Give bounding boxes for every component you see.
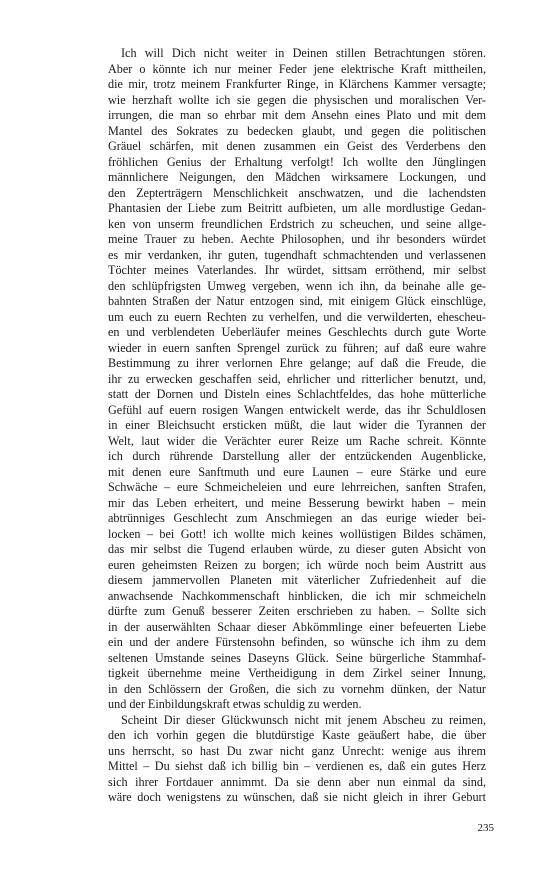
- text-line: mir das Leben erheitert, und meine Besserung bewirkt haben – mein: [108, 495, 486, 510]
- text-line: wie herzhaft wollte ich sie gegen die physischen und moralischen Ver-: [108, 92, 486, 107]
- text-line: en und verblendeten Ueberläufer meines Geschlechts durch gute Worte: [108, 325, 486, 339]
- text-line: euren geheimsten Reizen zu borgen; ich würde noch beim Austritt aus: [108, 557, 486, 572]
- text-line: um euch zu euern Rechten zu verhelfen, und die verwilderten, ehescheu-: [108, 309, 486, 324]
- text-line: in der auserwählten Schaar dieser Abkömmlinge einer befeuerten Liebe: [108, 619, 486, 634]
- text-line: Scheint Dir dieser Glückwunsch nicht mit jenem Abscheu zu reimen,: [121, 712, 486, 727]
- text-line: locken – bei Gott! ich wollte mich keines wollüstigen Bildes schämen,: [108, 526, 486, 541]
- text-line: tigkeit übernehme meine Vertheidigung in dem Zirkel seiner Innung,: [108, 666, 486, 680]
- text-line: wieder in euern sanften Sprengel zurück zu führen; auf daß eure wahre: [108, 340, 486, 355]
- text-line: das mir selbst die Tugend erlauben würde, zu dieser guten Absicht von: [108, 542, 486, 556]
- text-line: ich durch rührende Darstellung aller der entzückenden Augenblicke,: [108, 449, 486, 463]
- page-number: 235: [477, 822, 494, 834]
- text-line: bahnten Straßen der Natur entzogen sind, mit einigem Glück einschlüge,: [108, 294, 486, 308]
- text-line: ken von unserm freundlichen Erdstrich zu scheuchen, und seine allge-: [108, 216, 486, 231]
- text-line: Töchter meines Vaterlandes. Ihr würdet, sittsam erröthend, mir selbst: [108, 263, 486, 277]
- page-body: [108, 46, 486, 806]
- text-line: irrungen, die man so ehrbar mit dem Ansehn eines Plato und mit dem: [108, 108, 486, 122]
- text-line: Ich will Dich nicht weiter in Deinen stillen Betrachtungen stören.: [121, 46, 486, 60]
- text-line: Bestimmung zu ihrer verlornen Ehre gelange; auf daß die Freude, die: [108, 356, 486, 370]
- text-line: statt der Dornen und Disteln eines Schlachtfeldes, das hohe mütterliche: [108, 387, 486, 401]
- text-line: in den Schlössern der Großen, die sich zu vornehm dünken, der Natur: [108, 681, 486, 696]
- text-line: ein und der andere Fürstensohn befinden, so wünsche ich ihm zu dem: [108, 635, 486, 649]
- text-line: dürfte zum Genuß besserer Zeiten erschrieben zu haben. – Sollte sich: [108, 604, 486, 618]
- body-text: [108, 46, 486, 806]
- text-line: sich ihrer Fortdauer annimmt. Da sie denn aber nun einmal da sind,: [108, 774, 486, 789]
- text-line: Welt, laut wider die Verächter eurer Reize um Rache schreit. Könnte: [108, 433, 486, 448]
- text-line: Phantasien der Liebe zum Beitritt aufbieten, um alle mordlustige Gedan-: [108, 201, 486, 215]
- text-line: ihr zu erwecken geschaffen seid, ehrlicher und ritterlicher benutzt, und,: [108, 371, 486, 386]
- text-line: Gefühl auf euern rosigen Wangen entwickelt werde, das ihr Schuldlosen: [108, 402, 486, 417]
- text-line: meine Trauer zu heben. Aechte Philosophen, und ihr besonders würdet: [108, 232, 486, 246]
- text-line: es mir verdanken, ihr guten, tugendhaft schmachtenden und verlassenen: [108, 247, 486, 262]
- text-line: fröhlichen Genius der Erhaltung verfolgt! Ich wollte den Jünglingen: [108, 154, 486, 169]
- text-line: die mir, trotz meinem Frankfurter Ringe, in Klärchens Kammer versagte;: [108, 77, 486, 91]
- text-line: männlichere Neigungen, den Mädchen wirksamere Lockungen, und: [108, 170, 486, 184]
- paragraph: [108, 46, 486, 713]
- text-line: anwachsende Nachkommenschaft hinblicken, die ich mir schmeicheln: [108, 588, 486, 603]
- text-line: seltenen Umstande seines Daseyns Glück. Seine bürgerliche Stammhaf-: [108, 650, 486, 665]
- paragraph: [108, 713, 486, 806]
- text-line: mit denen eure Sanftmuth und eure Launen – eure Stärke und eure: [108, 464, 486, 479]
- text-line: wäre doch wenigstens zu wünschen, daß sie nicht gleich in ihrer Geburt: [108, 790, 486, 804]
- text-line: Aber o könnte ich nur meiner Feder jene elektrische Kraft mittheilen,: [108, 61, 486, 76]
- text-line: den Zepterträgern Menschlichkeit anschwatzen, und die lachendsten: [108, 185, 486, 200]
- text-line: Mittel – Du siehst daß ich billig bin – verdienen es, daß ein gutes Herz: [108, 759, 486, 773]
- text-line: Gräuel schärfen, mit denen zusammen ein Geist des Verderbens den: [108, 139, 486, 153]
- text-line: und der Einbildungskraft etwas schuldig zu werden.: [108, 697, 362, 711]
- text-line: Mantel des Sokrates zu bedecken glaubt, und gegen die politischen: [108, 123, 486, 138]
- text-line: uns herrscht, so hast Du zwar nicht ganz Unrecht: wenige aus ihrem: [108, 743, 486, 758]
- text-line: Schwäche – eure Schmeicheleien und eure lehrreichen, sanften Strafen,: [108, 480, 486, 494]
- text-line: den ich vorhin gegen die blutdürstige Kaste geäußert habe, die über: [108, 728, 486, 742]
- text-line: abtrünniges Geschlecht zum Anschmiegen an das eurige wieder bei-: [108, 511, 486, 525]
- text-line: in einer Bleichsucht ersticken müßt, die laut wider die Tyrannen der: [108, 418, 486, 432]
- text-line: diesem jammervollen Planeten mit väterlicher Zufriedenheit auf die: [108, 573, 486, 587]
- text-line: den schlüpfrigsten Umweg vergeben, wenn ich ihn, da beinahe alle ge-: [108, 278, 486, 293]
